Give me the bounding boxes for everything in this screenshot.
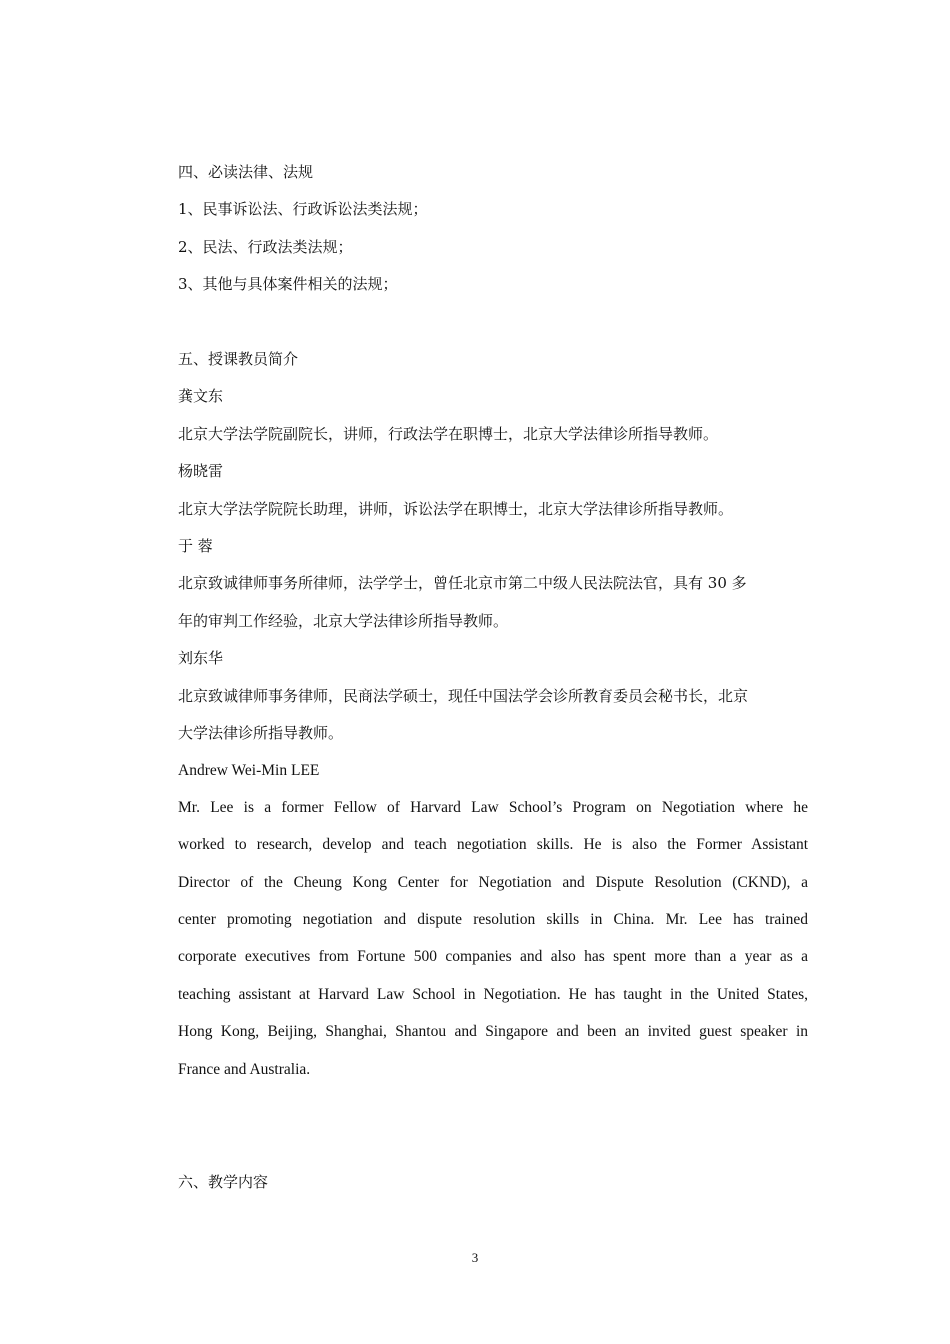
- law-list-item: 1、民事诉讼法、行政诉讼法类法规；: [178, 200, 428, 218]
- instructor-name: 龚文东: [178, 387, 224, 405]
- page-number: 3: [471, 1250, 479, 1265]
- instructor-name: 于 蓉: [178, 537, 213, 555]
- instructor-bio: corporate executives from Fortune 500 companies and also has spent more than a year as a: [178, 948, 808, 965]
- instructor-bio: teaching assistant at Harvard Law School in Negotiation. He has taught in the United States,: [178, 986, 808, 1003]
- law-list-item: 2、民法、行政法类法规；: [178, 238, 353, 256]
- instructor-bio: 北京大学法学院院长助理，讲师，诉讼法学在职博士，北京大学法律诊所指导教师。: [178, 500, 734, 518]
- instructor-bio: Mr. Lee is a former Fellow of Harvard Law School’s Program on Negotiation where he: [178, 799, 808, 816]
- section-heading-required-laws: 四、必读法律、法规: [178, 163, 314, 181]
- instructor-bio: 大学法律诊所指导教师。: [178, 724, 344, 742]
- instructor-bio: 北京致诚律师事务所律师，法学学士，曾任北京市第二中级人民法院法官，具有 30 多: [178, 574, 747, 592]
- section-heading-instructors: 五、授课教员简介: [178, 350, 299, 368]
- law-list-item: 3、其他与具体案件相关的法规；: [178, 275, 398, 293]
- instructor-bio: 年的审判工作经验，北京大学法律诊所指导教师。: [178, 612, 509, 630]
- instructor-name: 杨晓雷: [178, 462, 224, 480]
- instructor-bio: 北京大学法学院副院长，讲师，行政法学在职博士，北京大学法律诊所指导教师。: [178, 425, 719, 443]
- instructor-bio: France and Australia.: [178, 1061, 311, 1078]
- instructor-bio: Director of the Cheung Kong Center for Negotiation and Dispute Resolution (CKND), a: [178, 874, 808, 891]
- instructor-name: Andrew Wei-Min LEE: [178, 762, 320, 779]
- instructor-bio: 北京致诚律师事务律师，民商法学硕士，现任中国法学会诊所教育委员会秘书长，北京: [178, 687, 749, 705]
- section-heading-teaching-content: 六、教学内容: [178, 1173, 269, 1191]
- instructor-name: 刘东华: [178, 649, 224, 667]
- instructor-bio: center promoting negotiation and dispute resolution skills in China. Mr. Lee has trained: [178, 911, 808, 928]
- instructor-bio: Hong Kong, Beijing, Shanghai, Shantou and Singapore and been an invited guest speaker in: [178, 1023, 808, 1040]
- instructor-bio: worked to research, develop and teach negotiation skills. He is also the Former Assistant: [178, 836, 808, 853]
